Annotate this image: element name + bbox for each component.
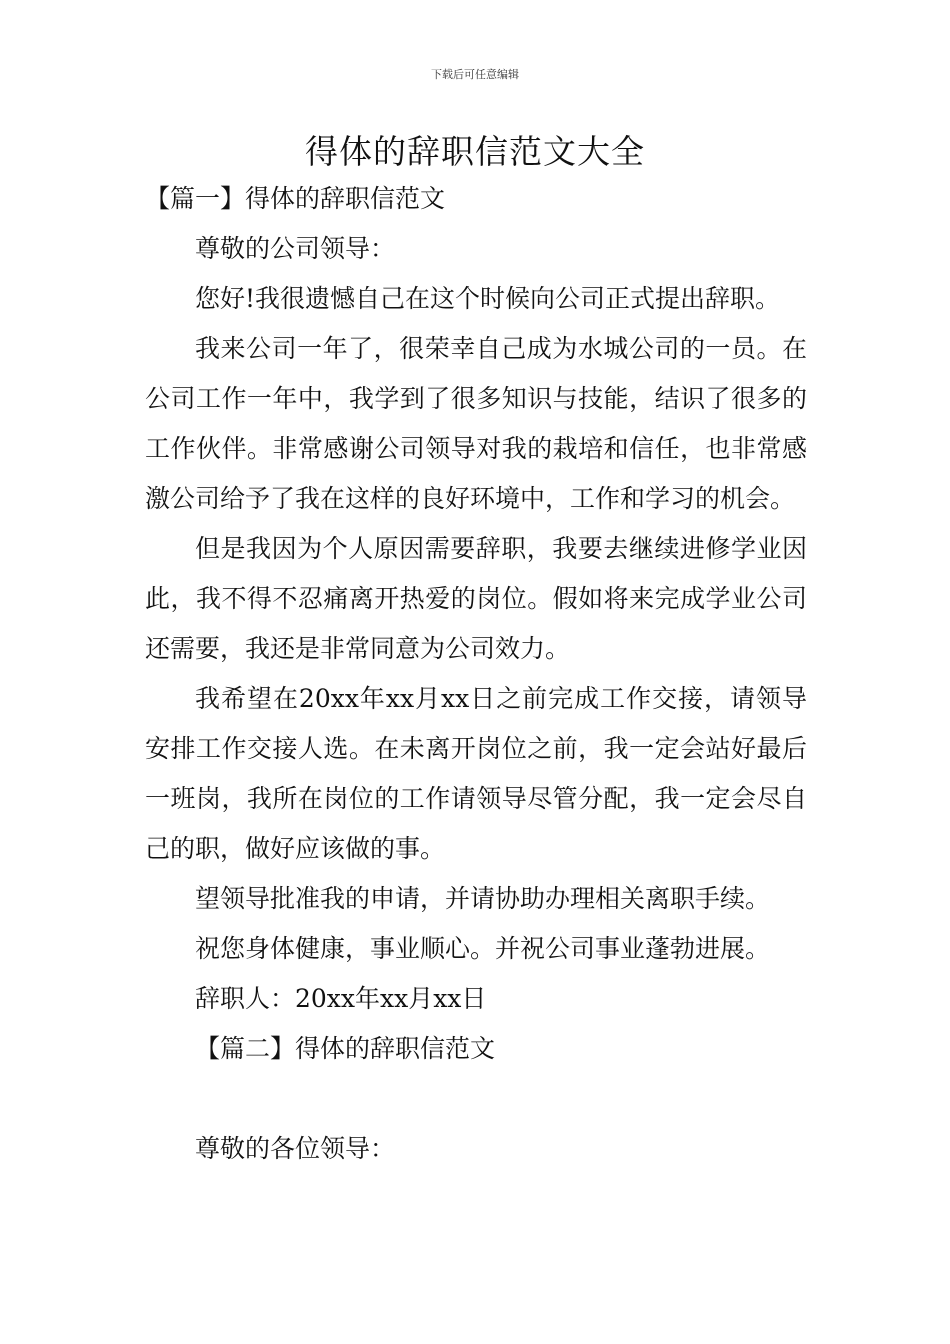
section1-salutation: 尊敬的公司领导：: [195, 234, 396, 263]
paragraph-4: 我希望在20xx年xx月xx日之前完成工作交接，请领导安排工作交接人选。在未离开岗位之前，我一定会站好最后一班岗，我所在岗位的工作请领导尽管分配，我一定会尽自己的职，做好应该做的事。: [145, 684, 807, 863]
section2-heading: 【篇二】得体的辞职信范文: [195, 1034, 496, 1063]
paragraph-2: 我来公司一年了，很荣幸自己成为水城公司的一员。在公司工作一年中，我学到了很多知识与技能，结识了很多的工作伙伴。非常感谢公司领导对我的栽培和信任，也非常感激公司给予了我在这样的良好环境中，工作和学习的机会。: [145, 334, 807, 513]
section1-heading: 【篇一】得体的辞职信范文: [145, 184, 446, 213]
paragraph-3: 但是我因为个人原因需要辞职，我要去继续进修学业因此，我不得不忍痛离开热爱的岗位。假如将来完成学业公司还需要，我还是非常同意为公司效力。: [145, 534, 807, 663]
section2-salutation: 尊敬的各位领导：: [195, 1134, 396, 1163]
signature-line: 辞职人：20xx年xx月xx日: [195, 984, 487, 1013]
blank-line: [145, 1074, 807, 1124]
document-title: 得体的辞职信范文大全: [305, 132, 645, 171]
paragraph-5: 望领导批准我的申请，并请协助办理相关离职手续。: [195, 884, 771, 913]
header-note: 下载后可任意编辑: [431, 68, 519, 81]
paragraph-6: 祝您身体健康，事业顺心。并祝公司事业蓬勃进展。: [195, 934, 771, 963]
paragraph-1: 您好!我很遗憾自己在这个时候向公司正式提出辞职。: [195, 284, 781, 313]
document-body: [145, 174, 807, 1174]
